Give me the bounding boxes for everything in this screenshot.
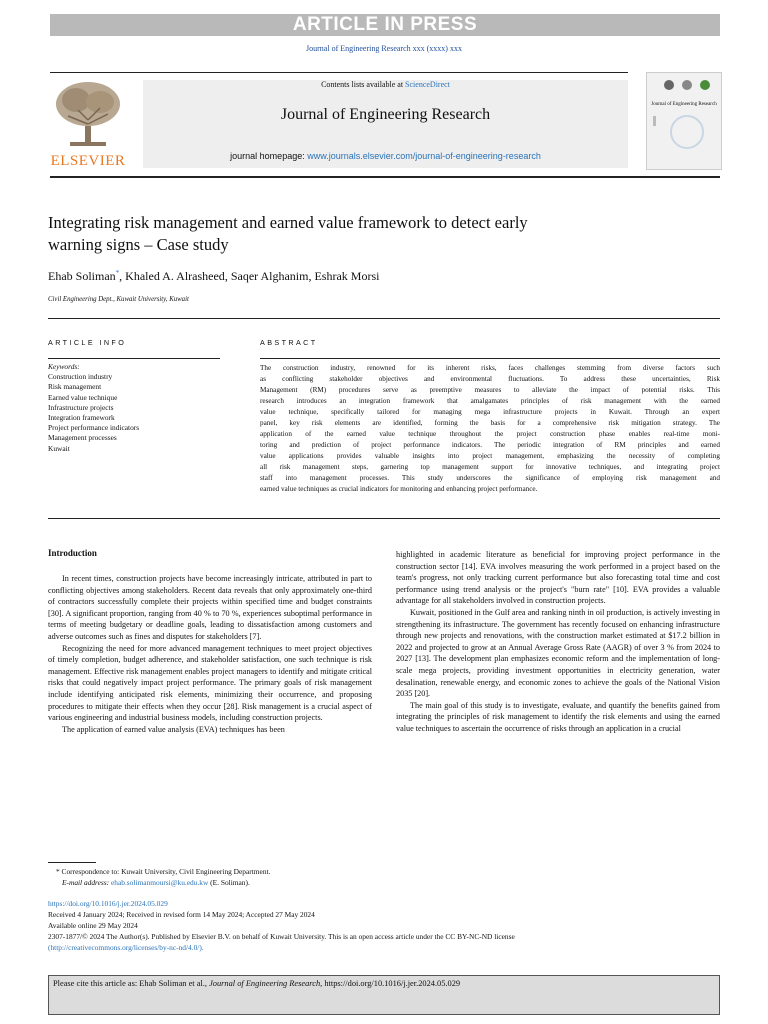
homepage-link[interactable]: www.journals.elsevier.com/journal-of-engineering-research <box>307 151 541 161</box>
author-name[interactable]: , Eshrak Morsi <box>308 269 380 283</box>
keyword: Integration framework <box>48 413 115 423</box>
citation-text: Please cite this article as: Ehab Soliman et al., Journal of Engineering Research, https://doi.org/10.1016/j.jer.2024.05.029 <box>53 979 461 988</box>
tree-logo-icon <box>48 80 128 150</box>
introduction-heading: Introduction <box>48 548 97 558</box>
abstract-rule <box>260 358 720 359</box>
article-in-press-banner: ARTICLE IN PRESS <box>50 14 720 36</box>
sciencedirect-link[interactable]: ScienceDirect <box>405 80 450 89</box>
email-note: E-mail address: ehab.solimanmoursi@ku.edu.kw (E. Soliman). <box>62 878 250 887</box>
correspondence-note: * Correspondence to: Kuwait University, Civil Engineering Department. <box>56 867 271 876</box>
author-name[interactable]: , Khaled A. Alrasheed <box>119 269 225 283</box>
cover-graphic-icon <box>647 108 721 158</box>
corresponding-author-mark[interactable]: * <box>115 269 120 277</box>
keywords-label: Keywords: <box>48 362 80 371</box>
online-date: Available online 29 May 2024 <box>48 921 138 930</box>
homepage-line: journal homepage: www.journals.elsevier.com/journal-of-engineering-research <box>230 151 541 161</box>
author-list <box>48 269 379 284</box>
keyword: Management processes <box>48 433 117 443</box>
doi-link[interactable]: https://doi.org/10.1016/j.jer.2024.05.029 <box>48 899 168 908</box>
email-link[interactable]: ehab.solimanmoursi@ku.edu.kw <box>111 878 209 887</box>
keyword: Project performance indicators <box>48 423 140 433</box>
cover-logos-icon <box>647 73 721 103</box>
article-info-rule <box>48 358 220 359</box>
elsevier-wordmark: ELSEVIER <box>50 153 126 169</box>
keyword: Infrastructure projects <box>48 402 114 412</box>
author-name[interactable]: Ehab Soliman <box>48 269 116 283</box>
cover-title: Journal of Engineering Research <box>651 102 717 107</box>
body-left-column <box>48 573 372 735</box>
paragraph: The application of earned value analysis (EVA) techniques has been <box>62 724 285 734</box>
journal-cover-thumbnail[interactable] <box>646 72 722 170</box>
footnotes <box>48 866 728 888</box>
body-right-column <box>396 549 720 735</box>
paragraph: highlighted in academic literature as beneficial for improving project performance in the construction sector [14]. EVA involves measuring the work performed in a project based on the team's progress, not only tracking current performance but also forecasting total time and cost performance using trend analysis or the project's "burn rate" [10]. EVA provides a valuable advantage for all stakeholders involved in construction projects. <box>396 550 720 606</box>
abstract-text: The construction industry, renowned for its inherent risks, faces challenges stemming from diverse factors such as conflicting stakeholder objectives and environmental fluctuations. To address these uncertainties, Risk Management (RM) procedures serve as preemptive measures to alleviate the impact of potential risks. This research introduces an integration framework that amalgamates principles of risk management with the earned value technique, specifically tailored for managing mega infrastructure projects in Kuwait. Through an expert panel, key risk elements are identified, forming the basis for a comprehensive risk mitigation strategy. The application of the earned value technique throughout the project construction phase enables real-time moni- toring and prediction of project performance indicators. The periodic integration of RM principles and earned value applications provides valuable insights into project management, emphasizing the necessity of completing all risk management steps, garnering top management support for innovative techniques, and integrating project staff into management processes. This study underscores the significance of employing risk management and earned value techniques as crucial indicators for monitoring and enhancing project performance. <box>260 364 720 493</box>
elsevier-logo[interactable] <box>48 80 128 168</box>
footnote-rule <box>48 862 96 863</box>
journal-header-box <box>143 80 628 168</box>
received-dates: Received 4 January 2024; Received in revised form 14 May 2024; Accepted 27 May 2024 <box>48 910 315 919</box>
article-info-heading: ARTICLE INFO <box>48 338 127 347</box>
header-bottom-rule <box>50 176 720 178</box>
keyword: Earned value technique <box>48 392 118 402</box>
paragraph: The main goal of this study is to investigate, evaluate, and quantify the benefits gained from integrating the principles of risk management to identify the risk elements and using the earned value techniques to ascertain the occurrence of risks through an application in a crucial <box>396 700 720 733</box>
keywords-block <box>48 362 248 454</box>
paragraph: Kuwait, positioned in the Gulf area and ranking ninth in oil production, is actively investing in strengthening its infrastructure. The government has recently focused on enhancing infrastructure through new projects and renovations, with the construction market estimated at $17.2 billion in 2022 and projected to grow at an Annual Average Gross Rate (AAGR) of over 3 % from 2024 to 2027 [13]. The development plan emphasizes economic reform and the implementation of long-scale mega projects, providing investment opportunities in electricity generation, water desalination, renewable energy, and economic zones to achieve the goals of the National Vision 2035 [20]. <box>396 607 720 699</box>
article-title: Integrating risk management and earned value framework to detect early warning signs – Case study <box>48 213 528 254</box>
paragraph: In recent times, construction projects have become increasingly intricate, attributed in part to conflicting objectives among stakeholders. Recent data reveals that only approximately one-third of contractors successfully complete their projects within specified time and budget constraints [30]. A significant proportion, ranging from 40 % to 70 %, experiences suboptimal performance in terms of meeting budgetary or deadline goals, leading to dissatisfaction among customers and adverse outcomes such as fines and disputes for stakeholders [7]. <box>48 574 372 641</box>
affiliation-rule <box>48 318 720 319</box>
keyword: Kuwait <box>48 443 70 453</box>
abstract-bottom-rule <box>48 518 720 519</box>
citation-box <box>48 975 720 1015</box>
publication-info <box>48 898 728 953</box>
journal-title: Journal of Engineering Research <box>280 106 491 123</box>
keyword: Construction industry <box>48 372 113 382</box>
paragraph: Recognizing the need for more advanced management techniques to meet project objectives of timely completion, budget adherence, and stakeholder satisfaction, one such technique is risk management. Effective risk management enables project managers to identify and mitigate critical risks that could negatively impact project performance. The primary goals of risk management include identifying anticipated risk elements, minimizing their occurrence, and proposing procedures to mitigate their effects when they occur [28]. Risk management is a crucial aspect of various engineering and industrial business models, including construction projects. <box>48 643 372 723</box>
keyword: Risk management <box>48 382 102 392</box>
abstract-heading: ABSTRACT <box>260 338 318 347</box>
affiliation: Civil Engineering Dept., Kuwait University, Kuwait <box>48 296 189 303</box>
license-link[interactable]: (http://creativecommons.org/licenses/by-nc-nd/4.0/). <box>48 943 204 952</box>
journal-reference[interactable]: Journal of Engineering Research xxx (xxxx) xxx <box>306 44 462 53</box>
header-top-rule <box>50 72 628 73</box>
author-name[interactable]: , Saqer Alghanim <box>224 269 309 283</box>
copyright-line: 2307-1877/© 2024 The Author(s). Published by Elsevier B.V. on behalf of Kuwait University. This is an open access article under the CC BY-NC-ND license <box>48 932 515 941</box>
contents-line: Contents lists available at ScienceDirect <box>321 80 450 89</box>
